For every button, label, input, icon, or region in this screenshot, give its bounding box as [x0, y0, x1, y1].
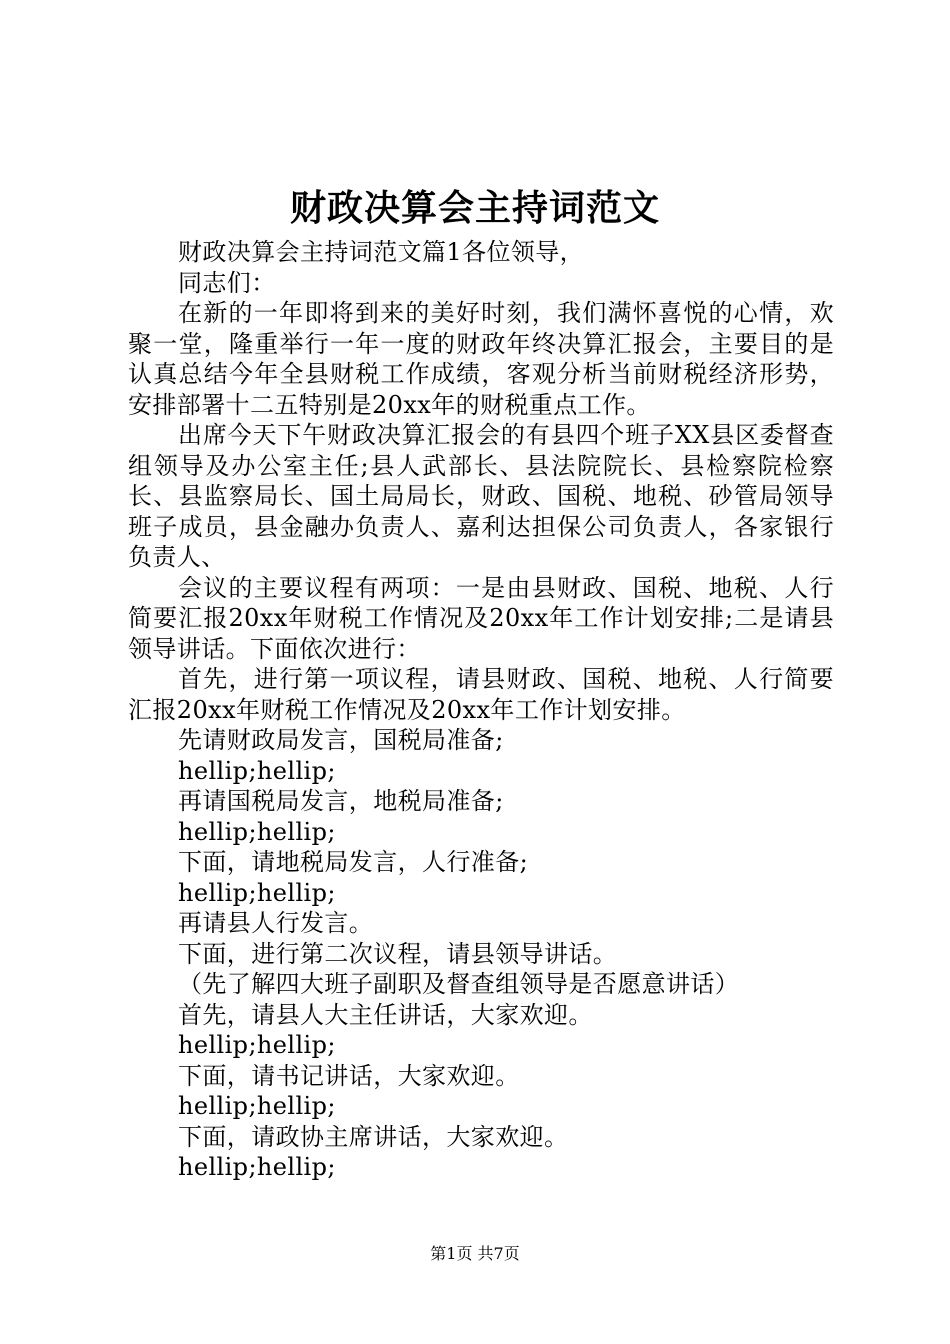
paragraph: 会议的主要议程有两项：一是由县财政、国税、地税、人行简要汇报20xx年财税工作情况及20xx年工作计划安排;二是请县领导讲话。下面依次进行：: [128, 573, 834, 663]
paragraph: 下面，请政协主席讲话，大家欢迎。: [178, 1122, 569, 1151]
paragraph: 出席今天下午财政决算汇报会的有县四个班子XX县区委督查组领导及办公室主任;县人武部长、县法院院长、县检察院检察长、县监察局长、国土局局长，财政、国税、地税、砂管局领导班子成员，县金融办负责人、嘉利达担保公司负责人，各家银行负责人、: [128, 421, 834, 571]
page-number-footer: 第1页 共7页: [430, 1244, 520, 1263]
paragraph: （先了解四大班子副职及督查组领导是否愿意讲话）: [178, 970, 740, 998]
paragraph: 先请财政局发言，国税局准备;: [178, 726, 504, 754]
paragraph: 同志们：: [178, 268, 276, 297]
paragraph: 首先，请县人大主任讲话，大家欢迎。: [178, 1000, 593, 1029]
paragraph: 下面，请书记讲话，大家欢迎。: [178, 1061, 520, 1090]
paragraph: hellip;hellip;: [178, 817, 336, 846]
paragraph: 在新的一年即将到来的美好时刻，我们满怀喜悦的心情，欢聚一堂，隆重举行一年一度的财政年终决算汇报会，主要目的是认真总结今年全县财税工作成绩，客观分析当前财税经济形势，安排部署十二五特别是20xx年的财税重点工作。: [128, 299, 834, 419]
paragraph: 再请国税局发言，地税局准备;: [178, 787, 504, 815]
document-body: [128, 237, 834, 1183]
paragraph: 再请县人行发言。: [178, 909, 374, 937]
paragraph: hellip;hellip;: [178, 1153, 336, 1181]
paragraph: 财政决算会主持词范文篇1各位领导，: [178, 238, 585, 266]
paragraph: hellip;hellip;: [178, 1092, 336, 1120]
document-title: 财政决算会主持词范文: [289, 187, 660, 229]
paragraph: 首先，进行第一项议程，请县财政、国税、地税、人行简要汇报20xx年财税工作情况及20xx年工作计划安排。: [128, 665, 834, 724]
paragraph: 下面，请地税局发言，人行准备;: [178, 848, 529, 876]
paragraph: 下面，进行第二次议程，请县领导讲话。: [178, 939, 618, 968]
paragraph: hellip;hellip;: [178, 756, 336, 785]
paragraph: hellip;hellip;: [178, 1031, 336, 1059]
paragraph: hellip;hellip;: [178, 878, 336, 907]
